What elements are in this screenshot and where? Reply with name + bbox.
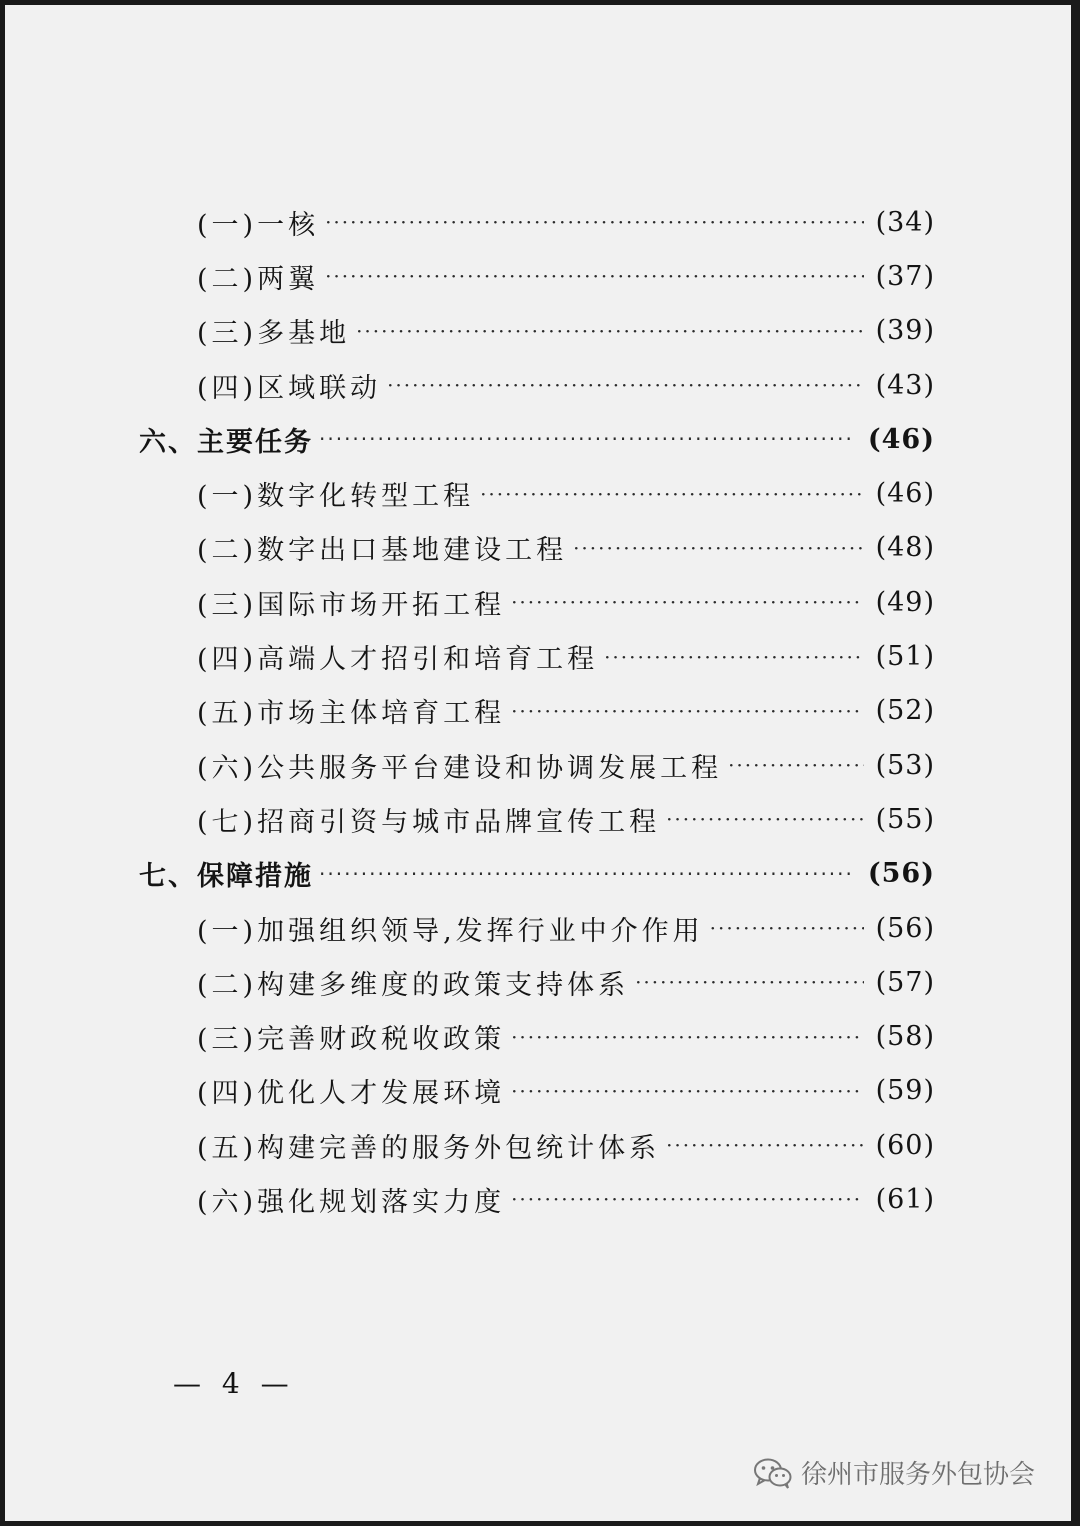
toc-item-label: (五)市场主体培育工程 (197, 698, 506, 730)
wechat-icon (753, 1457, 793, 1489)
toc-item-page: (56) (875, 912, 935, 944)
watermark-text: 徐州市服务外包协会 (800, 1460, 1035, 1490)
watermark (753, 1454, 1035, 1491)
toc-item-label: (七)招商引资与城市品牌宣传工程 (197, 806, 661, 838)
table-of-contents (135, 195, 935, 1227)
toc-leader-dots (573, 536, 863, 560)
toc-section-heading[interactable] (135, 412, 935, 466)
toc-item[interactable] (135, 358, 935, 412)
toc-leader-dots (511, 590, 863, 614)
toc-leader-dots (325, 210, 863, 234)
toc-item-page: (55) (875, 803, 935, 835)
toc-leader-dots (635, 970, 863, 994)
toc-item[interactable] (135, 955, 935, 1009)
toc-leader-dots (511, 1079, 863, 1103)
toc-leader-dots (666, 1133, 863, 1157)
toc-item[interactable] (135, 684, 935, 738)
toc-item-page: (51) (875, 641, 935, 673)
toc-item-page: (58) (875, 1021, 935, 1053)
toc-item[interactable] (135, 738, 935, 792)
toc-item-label: (四)高端人才招引和培育工程 (197, 644, 599, 676)
toc-leader-dots (604, 645, 863, 669)
toc-leader-dots (319, 862, 856, 886)
toc-item[interactable] (135, 792, 935, 846)
toc-item-page: (57) (875, 966, 935, 998)
toc-item-label: (三)完善财政税收政策 (197, 1024, 506, 1056)
toc-item-page: (52) (875, 695, 935, 727)
toc-leader-dots (319, 427, 856, 451)
toc-section-label: 七、保障措施 (139, 861, 313, 893)
toc-item-page: (43) (875, 369, 935, 401)
toc-item-page: (34) (875, 206, 935, 238)
toc-section-page: (56) (867, 858, 935, 890)
toc-leader-dots (728, 753, 863, 777)
toc-section-label: 六、主要任务 (139, 426, 313, 458)
toc-item-page: (39) (875, 315, 935, 347)
toc-item[interactable] (135, 901, 935, 955)
toc-item[interactable] (135, 1118, 935, 1172)
toc-item[interactable] (135, 1064, 935, 1118)
toc-item-page: (61) (875, 1183, 935, 1215)
toc-leader-dots (511, 1025, 863, 1049)
toc-item-page: (37) (875, 260, 935, 292)
toc-leader-dots (325, 264, 863, 288)
toc-leader-dots (511, 699, 863, 723)
toc-item[interactable] (135, 466, 935, 520)
toc-item-page: (49) (875, 586, 935, 618)
toc-item-page: (46) (875, 478, 935, 510)
toc-item[interactable] (135, 1172, 935, 1226)
page-number: — 4 — (173, 1367, 295, 1400)
toc-item-label: (四)区域联动 (197, 372, 382, 404)
toc-item-page: (60) (875, 1129, 935, 1161)
toc-section-page: (46) (867, 423, 935, 455)
toc-item[interactable] (135, 575, 935, 629)
toc-item[interactable] (135, 1009, 935, 1063)
toc-item-label: (一)加强组织领导,发挥行业中介作用 (197, 915, 704, 947)
toc-leader-dots (480, 482, 863, 506)
toc-leader-dots (511, 1187, 863, 1211)
toc-item-label: (二)数字出口基地建设工程 (197, 535, 568, 567)
toc-leader-dots (666, 807, 863, 831)
toc-item-label: (四)优化人才发展环境 (197, 1078, 506, 1110)
toc-item-label: (二)构建多维度的政策支持体系 (197, 969, 630, 1001)
toc-section-heading[interactable] (135, 847, 935, 901)
toc-item[interactable] (135, 521, 935, 575)
toc-item-label: (三)国际市场开拓工程 (197, 589, 506, 621)
toc-item-page: (53) (875, 749, 935, 781)
toc-item[interactable] (135, 249, 935, 303)
toc-item-label: (五)构建完善的服务外包统计体系 (197, 1132, 661, 1164)
toc-item[interactable] (135, 629, 935, 683)
toc-item-label: (三)多基地 (197, 318, 351, 350)
toc-item-label: (二)两翼 (197, 263, 320, 295)
toc-leader-dots (387, 373, 863, 397)
toc-item-label: (一)一核 (197, 209, 320, 241)
toc-item-label: (一)数字化转型工程 (197, 481, 475, 513)
toc-item-label: (六)强化规划落实力度 (197, 1186, 506, 1218)
toc-leader-dots (356, 319, 863, 343)
toc-leader-dots (710, 916, 864, 940)
toc-item-page: (59) (875, 1075, 935, 1107)
toc-item-label: (六)公共服务平台建设和协调发展工程 (197, 752, 723, 784)
toc-item[interactable] (135, 304, 935, 358)
toc-item-page: (48) (875, 532, 935, 564)
toc-item[interactable] (135, 195, 935, 249)
